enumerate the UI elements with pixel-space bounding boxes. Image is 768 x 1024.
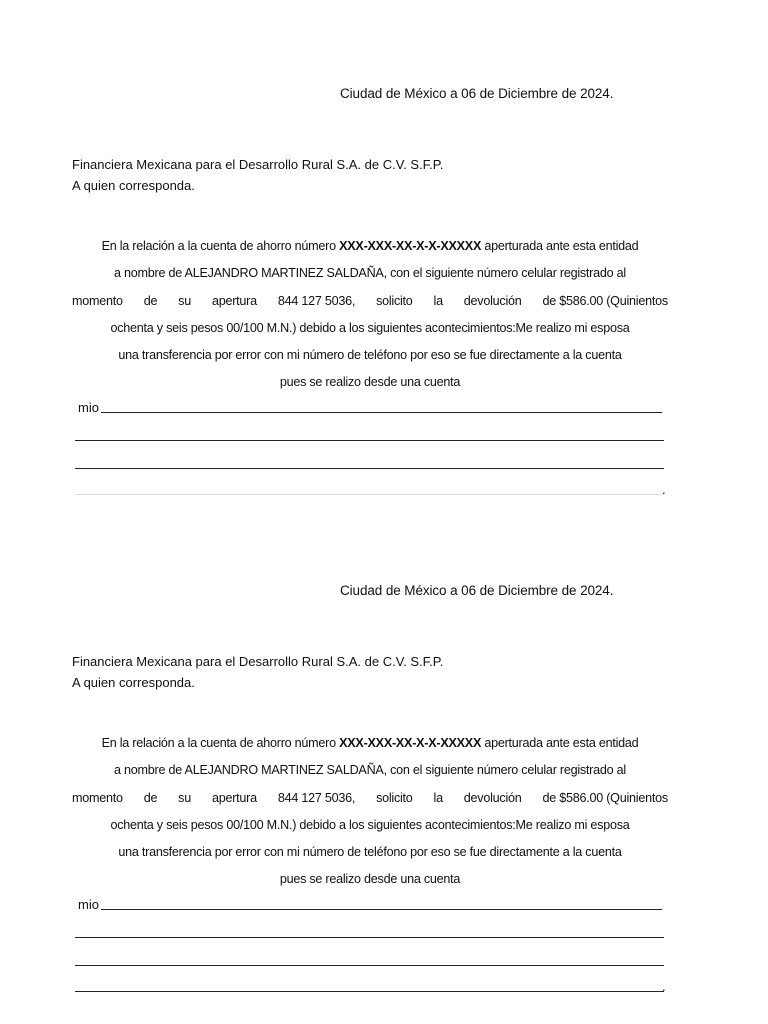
date-line: Ciudad de México a 06 de Diciembre de 2024. bbox=[340, 86, 614, 101]
body-line-1 bbox=[72, 730, 668, 757]
salutation: A quien corresponda. bbox=[72, 675, 195, 690]
recipient-block bbox=[72, 651, 443, 693]
salutation: A quien corresponda. bbox=[72, 178, 195, 193]
body-line-2: a nombre de ALEJANDRO MARTINEZ SALDAÑA, con el siguiente número celular registrado al bbox=[114, 266, 626, 281]
body-line-3 bbox=[72, 288, 668, 315]
body-line-4: ochenta y seis pesos 00/100 M.N.) debido a los siguientes acontecimientos:Me realizo mi esposa bbox=[110, 320, 630, 335]
mio-fill-line bbox=[78, 399, 662, 415]
blank-fill-rule bbox=[75, 494, 664, 495]
body-word: la bbox=[433, 790, 443, 805]
phone-number: 844 127 5036, bbox=[277, 293, 356, 308]
body-word: momento bbox=[72, 790, 123, 805]
letter-body bbox=[72, 233, 668, 397]
recipient-name: Financiera Mexicana para el Desarrollo Rural S.A. de C.V. S.F.P. bbox=[72, 654, 444, 669]
body-text: En la relación a la cuenta de ahorro número bbox=[101, 239, 340, 253]
body-text: aperturada ante esta entidad bbox=[481, 736, 639, 750]
body-line-6: pues se realizo desde una cuenta bbox=[279, 375, 461, 390]
body-word: su bbox=[178, 790, 191, 805]
body-word: su bbox=[178, 293, 191, 308]
account-number: XXX-XXX-XX-X-X-XXXXX bbox=[339, 736, 482, 750]
body-word: solicito bbox=[376, 293, 413, 308]
body-line-2: a nombre de ALEJANDRO MARTINEZ SALDAÑA, con el siguiente número celular registrado al bbox=[114, 763, 626, 778]
fill-rule bbox=[101, 412, 662, 413]
letter-body bbox=[72, 730, 668, 894]
body-line-3 bbox=[72, 785, 668, 812]
body-word: de bbox=[143, 293, 158, 308]
recipient-name: Financiera Mexicana para el Desarrollo Rural S.A. de C.V. S.F.P. bbox=[72, 157, 444, 172]
body-line-6: pues se realizo desde una cuenta bbox=[279, 872, 461, 887]
end-mark: . bbox=[662, 482, 666, 497]
date-line: Ciudad de México a 06 de Diciembre de 2024. bbox=[340, 583, 614, 598]
account-number: XXX-XXX-XX-X-X-XXXXX bbox=[339, 239, 482, 253]
blank-fill-rule bbox=[75, 965, 664, 966]
phone-number: 844 127 5036, bbox=[277, 790, 356, 805]
blank-fill-rule bbox=[75, 991, 664, 992]
body-word: apertura bbox=[211, 293, 257, 308]
body-line-4: ochenta y seis pesos 00/100 M.N.) debido a los siguientes acontecimientos:Me realizo mi esposa bbox=[110, 817, 630, 832]
body-word: la bbox=[433, 293, 443, 308]
blank-fill-rule bbox=[75, 937, 664, 938]
body-text: aperturada ante esta entidad bbox=[481, 239, 639, 253]
mio-fill-line bbox=[78, 896, 662, 912]
amount: de $586.00 (Quinientos bbox=[542, 790, 668, 805]
fill-rule bbox=[101, 909, 662, 910]
mio-label: mio bbox=[78, 400, 99, 415]
amount: de $586.00 (Quinientos bbox=[542, 293, 668, 308]
body-word: de bbox=[143, 790, 158, 805]
end-mark: . bbox=[662, 979, 666, 994]
body-word: devolución bbox=[463, 790, 522, 805]
body-word: momento bbox=[72, 293, 123, 308]
body-line-5: una transferencia por error con mi número de teléfono por eso se fue directamente a la cuenta bbox=[118, 845, 622, 860]
body-line-5: una transferencia por error con mi número de teléfono por eso se fue directamente a la cuenta bbox=[118, 348, 622, 363]
recipient-block bbox=[72, 154, 443, 196]
blank-fill-rule bbox=[75, 440, 664, 441]
body-word: devolución bbox=[463, 293, 522, 308]
mio-label: mio bbox=[78, 897, 99, 912]
blank-fill-rule bbox=[75, 468, 664, 469]
body-line-1 bbox=[72, 233, 668, 260]
body-text: En la relación a la cuenta de ahorro número bbox=[101, 736, 340, 750]
body-word: solicito bbox=[376, 790, 413, 805]
body-word: apertura bbox=[211, 790, 257, 805]
